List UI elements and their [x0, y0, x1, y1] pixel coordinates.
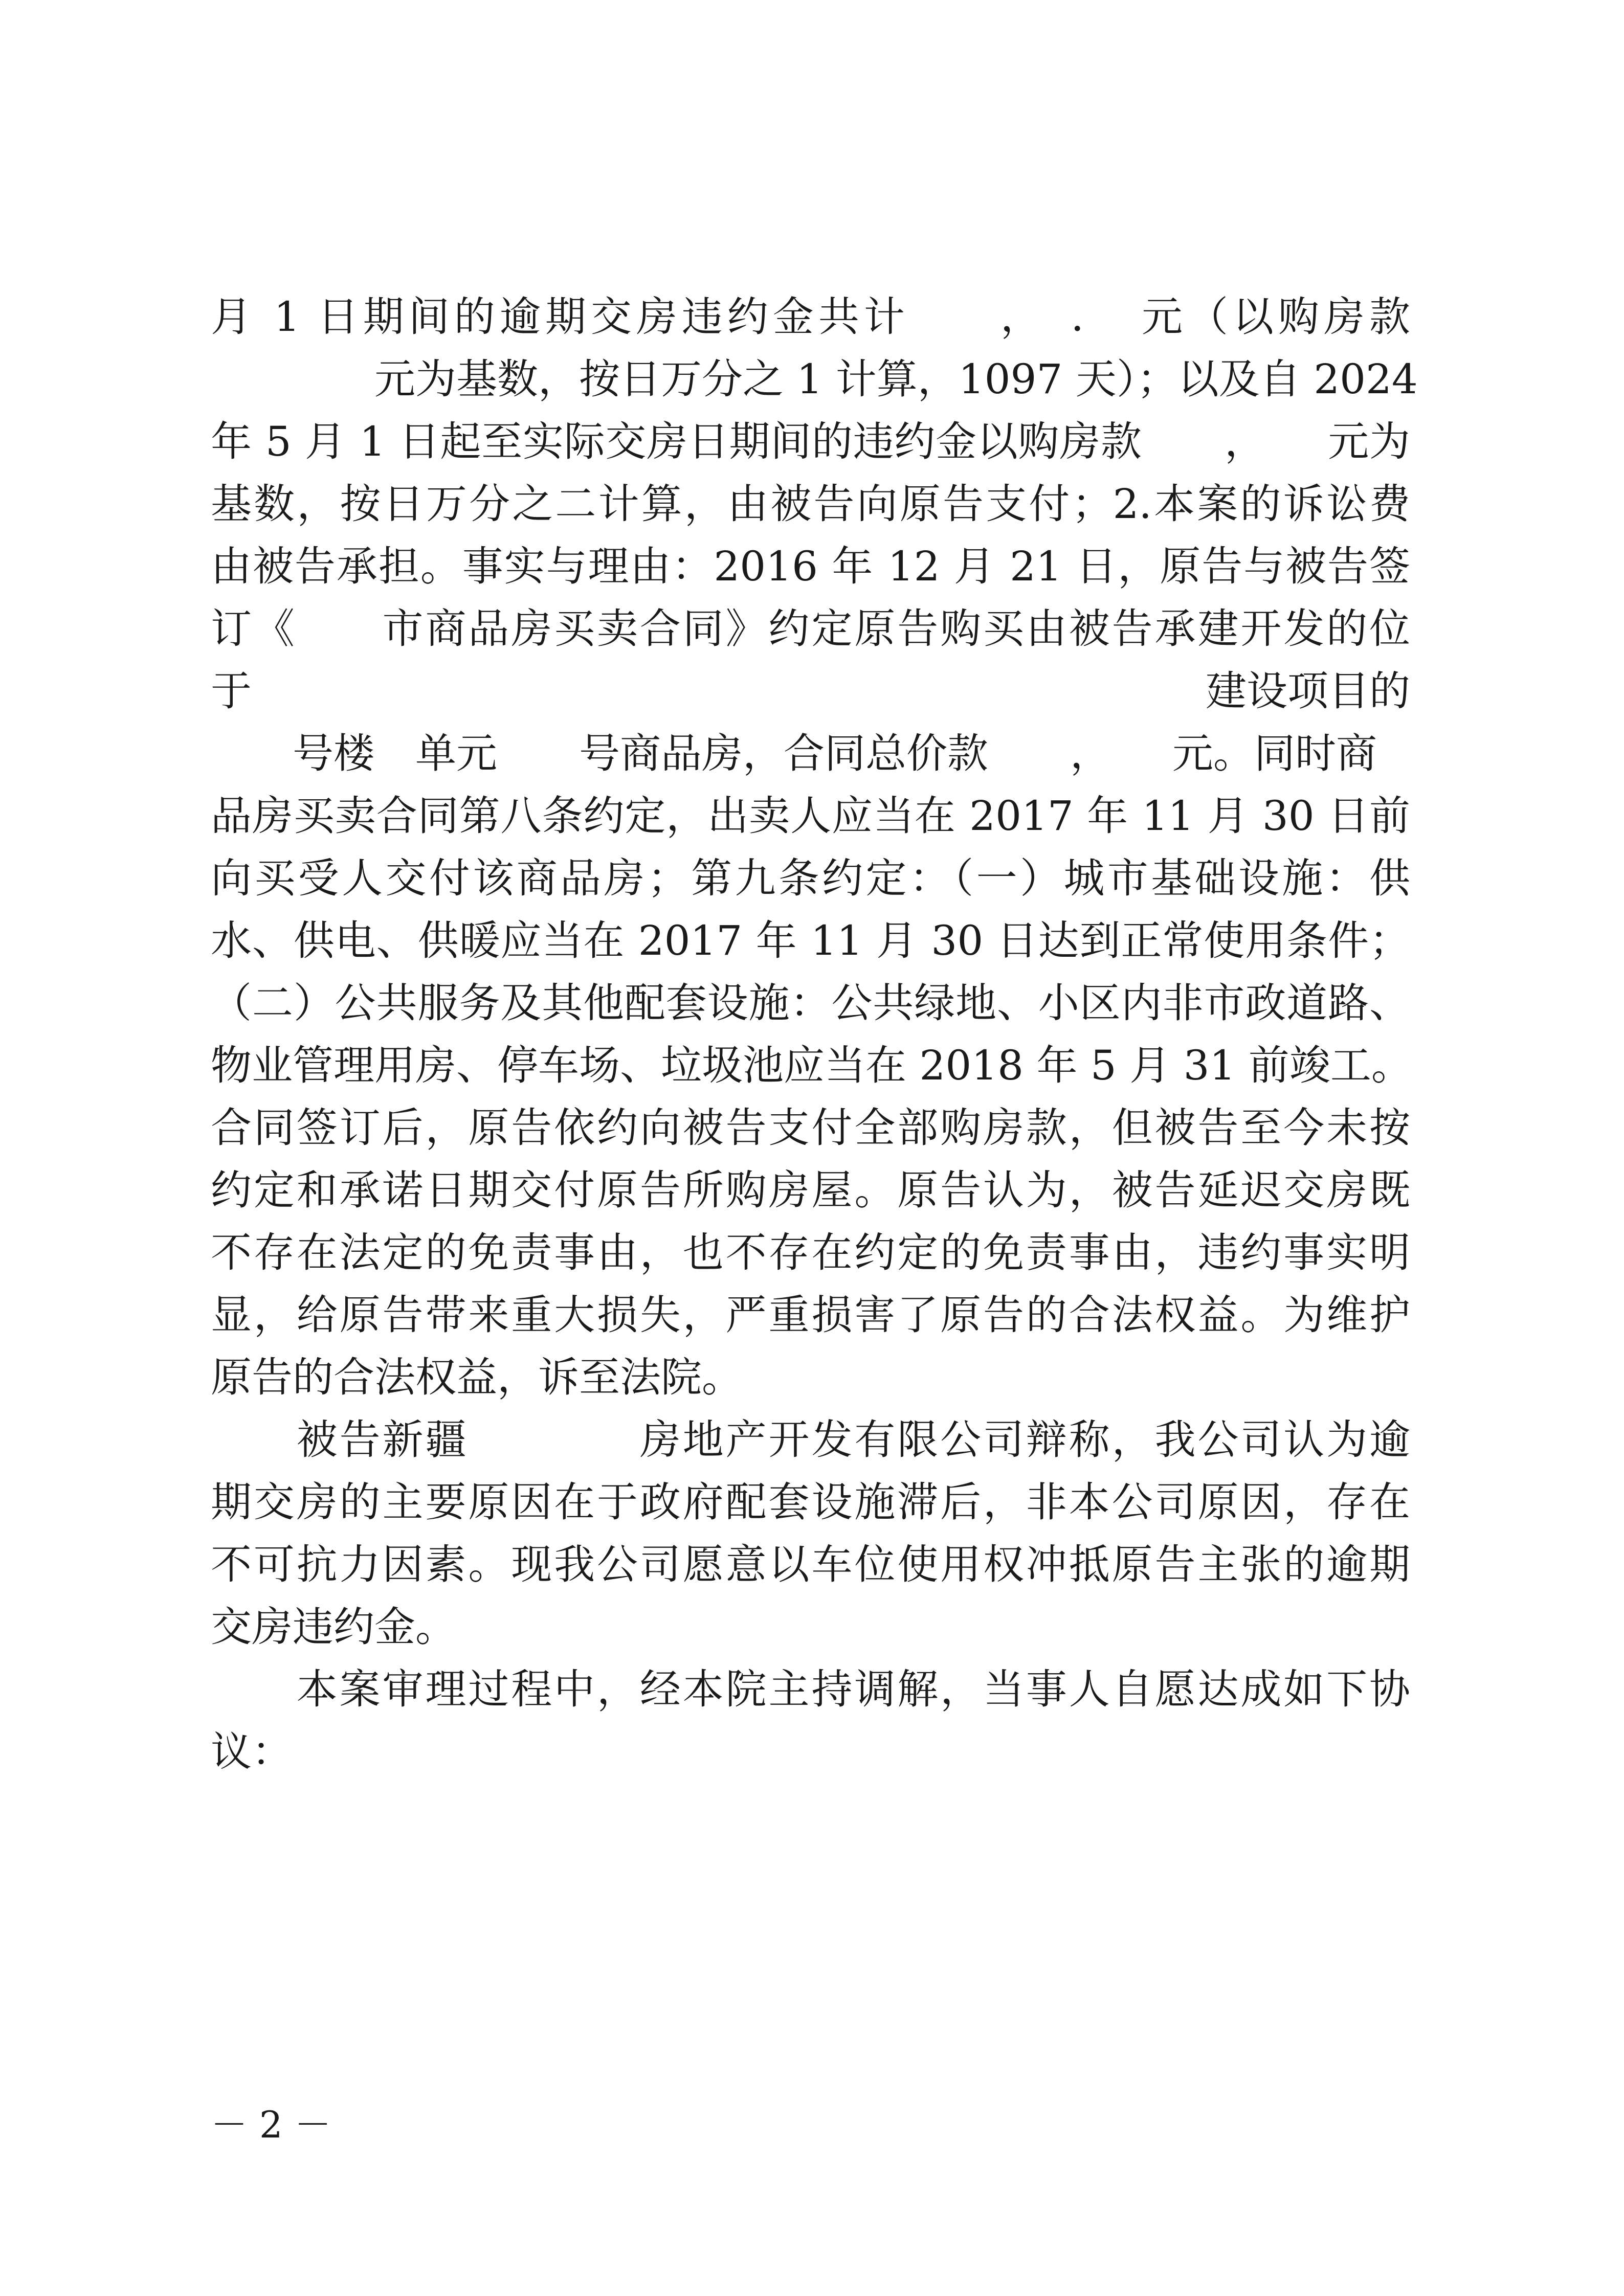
body-text-segment: 建设项目的 [1206, 667, 1410, 715]
body-text-line: 向买受人交付该商品房；第九条约定：（一）城市基础设施：供 [211, 854, 1410, 902]
body-text-line [211, 661, 1410, 722]
body-text-line: 号楼 单元 号商品房，合同总价款 ， 元。同时商 [211, 730, 1377, 777]
body-text-line: 期交房的主要原因在于政府配套设施滞后，非本公司原因，存在 [211, 1478, 1410, 1526]
body-text-line: 品房买卖合同第八条约定，出卖人应当在 2017 年 11 月 30 日前 [211, 792, 1410, 840]
body-text-line: 合同签订后，原告依约向被告支付全部购房款，但被告至今未按 [211, 1104, 1410, 1152]
body-text-line: 本案审理过程中，经本院主持调解，当事人自愿达成如下协 [211, 1665, 1410, 1713]
body-text-line: 由被告承担。事实与理由：2016 年 12 月 21 日，原告与被告签 [211, 543, 1410, 590]
body-text-line: 订《 市商品房买卖合同》约定原告购买由被告承建开发的位 [211, 605, 1410, 652]
body-text-line: 议： [211, 1728, 293, 1775]
body-text-line: 年 5 月 1 日起至实际交房日期间的违约金以购房款 ， 元为 [211, 418, 1410, 465]
body-text-line: （二）公共服务及其他配套设施：公共绿地、小区内非市政道路、 [211, 979, 1410, 1027]
page-number: － 2 － [211, 2103, 331, 2146]
body-text-line: 物业管理用房、停车场、垃圾池应当在 2018 年 5 月 31 前竣工。 [211, 1042, 1412, 1089]
body-text-line: 显，给原告带来重大损失，严重损害了原告的合法权益。为维护 [211, 1291, 1410, 1339]
body-text-line: 被告新疆 房地产开发有限公司辩称，我公司认为逾 [211, 1416, 1410, 1464]
body-text-line: 月 1 日期间的逾期交房违约金共计 ， ． 元（以购房款 [211, 293, 1410, 341]
body-text-line: 不存在法定的免责事由，也不存在约定的免责事由，违约事实明 [211, 1229, 1410, 1276]
body-text-line: 基数，按日万分之二计算，由被告向原告支付；2.本案的诉讼费 [211, 480, 1410, 528]
body-text-line: 原告的合法权益，诉至法院。 [211, 1354, 743, 1401]
body-text-line: 约定和承诺日期交付原告所购房屋。原告认为，被告延迟交房既 [211, 1166, 1410, 1214]
body-text-segment: 于 [211, 667, 252, 715]
body-text-line: 不可抗力因素。现我公司愿意以车位使用权冲抵原告主张的逾期 [211, 1541, 1410, 1588]
body-text-line: 水、供电、供暖应当在 2017 年 11 月 30 日达到正常使用条件； [211, 917, 1410, 964]
body-text-line: 元为基数，按日万分之 1 计算，1097 天）；以及自 2024 [211, 355, 1418, 403]
body-text-line: 交房违约金。 [211, 1603, 456, 1651]
